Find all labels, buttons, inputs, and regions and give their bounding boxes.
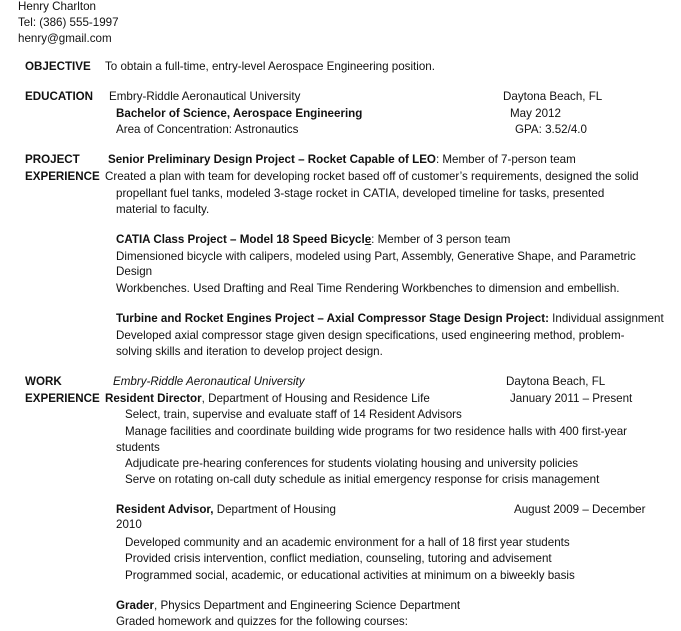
job-1-date: January 2011 – Present	[510, 392, 633, 405]
project-1-title: Senior Preliminary Design Project – Rocket Capable of LEO	[108, 153, 436, 166]
project-3-role: Individual assignment	[548, 312, 664, 325]
job-1-bullet-2: Manage facilities and coordinate building wide programs for two residence halls with 400 first-year	[125, 425, 628, 438]
education-date: May 2012	[510, 107, 561, 120]
email-text: henry@gmail.com	[18, 32, 112, 45]
project-1-line-1: Created a plan with team for developing rocket based off of customer’s requirements, designed the solid	[105, 170, 639, 183]
job-2-bullet-2: Provided crisis intervention, conflict mediation, counseling, tutoring and advisement	[125, 552, 552, 565]
education-concentration: Area of Concentration: Astronautics	[116, 123, 299, 136]
project-2-line-1: Dimensioned bicycle with calipers, modeled using Part, Assembly, Generative Shape, and Parametric	[116, 250, 636, 263]
phone-text: Tel: (386) 555-1997	[18, 16, 119, 29]
objective-label: OBJECTIVE	[25, 60, 91, 73]
work-label-1: WORK	[25, 375, 62, 388]
job-2-date-cont: 2010	[116, 518, 142, 531]
project-label-2: EXPERIENCE	[25, 170, 100, 183]
project-3-title: Turbine and Rocket Engines Project – Axial Compressor Stage Design Project:	[116, 312, 549, 325]
job-2-bullet-1: Developed community and an academic environment for a hall of 18 first year students	[125, 536, 570, 549]
education-location: Daytona Beach, FL	[503, 90, 603, 103]
project-2-title: CATIA Class Project – Model 18 Speed Bicycl	[116, 233, 365, 246]
name-heading: Henry Charlton	[18, 0, 96, 13]
objective-text: To obtain a full-time, entry-level Aerospace Engineering position.	[105, 60, 435, 73]
job-1-title: Resident Director	[105, 392, 202, 405]
work-label-2: EXPERIENCE	[25, 392, 100, 405]
education-school: Embry-Riddle Aeronautical University	[109, 90, 301, 103]
job-2-title: Resident Advisor,	[116, 503, 214, 516]
job-3-line-1: Graded homework and quizzes for the following courses:	[116, 615, 408, 628]
work-location: Daytona Beach, FL	[506, 375, 606, 388]
project-2-title-underlined: e	[364, 233, 372, 246]
project-3-line-1: Developed axial compressor stage given design specifications, used engineering method, problem-	[116, 329, 625, 342]
job-1-department: , Department of Housing and Residence Life	[201, 392, 430, 405]
project-label-1: PROJECT	[25, 153, 80, 166]
project-1-role: : Member of 7-person team	[435, 153, 576, 166]
job-3-title: Grader	[116, 599, 155, 612]
project-1-line-2: propellant fuel tanks, modeled 3-stage rocket in CATIA, developed timeline for tasks, presented	[116, 187, 605, 200]
project-2-role: : Member of 3 person team	[371, 233, 511, 246]
job-1-bullet-1: Select, train, supervise and evaluate staff of 14 Resident Advisors	[125, 408, 462, 421]
job-2-heading	[116, 503, 336, 517]
project-3-line-2: solving skills and iteration to develop project design.	[116, 345, 383, 358]
job-2-department: Department of Housing	[213, 503, 336, 516]
project-3-heading	[116, 312, 664, 326]
project-2-line-2: Design	[116, 265, 153, 278]
job-3-heading	[116, 599, 460, 613]
project-2-heading	[116, 233, 510, 247]
job-1-heading	[105, 392, 430, 406]
job-2-date: August 2009 – December	[514, 503, 646, 516]
job-1-bullet-3: Adjudicate pre-hearing conferences for students violating housing and university policies	[125, 457, 579, 470]
project-1-heading	[108, 153, 576, 167]
project-2-line-3: Workbenches. Used Drafting and Real Time Rendering Workbenches to dimension and embellish.	[116, 282, 620, 295]
education-gpa: GPA: 3.52/4.0	[515, 123, 587, 136]
project-1-line-3: material to faculty.	[116, 203, 210, 216]
job-2-bullet-3: Programmed social, academic, or educational activities at minimum on a biweekly basis	[125, 569, 575, 582]
education-label: EDUCATION	[25, 90, 94, 103]
job-1-bullet-4: Serve on rotating on-call duty schedule as initial emergency response for crisis management	[125, 473, 600, 486]
job-1-bullet-2-cont: students	[116, 441, 160, 454]
work-organization: Embry-Riddle Aeronautical University	[113, 375, 305, 388]
job-3-department: , Physics Department and Engineering Science Department	[154, 599, 461, 612]
education-degree: Bachelor of Science, Aerospace Engineering	[116, 107, 363, 120]
